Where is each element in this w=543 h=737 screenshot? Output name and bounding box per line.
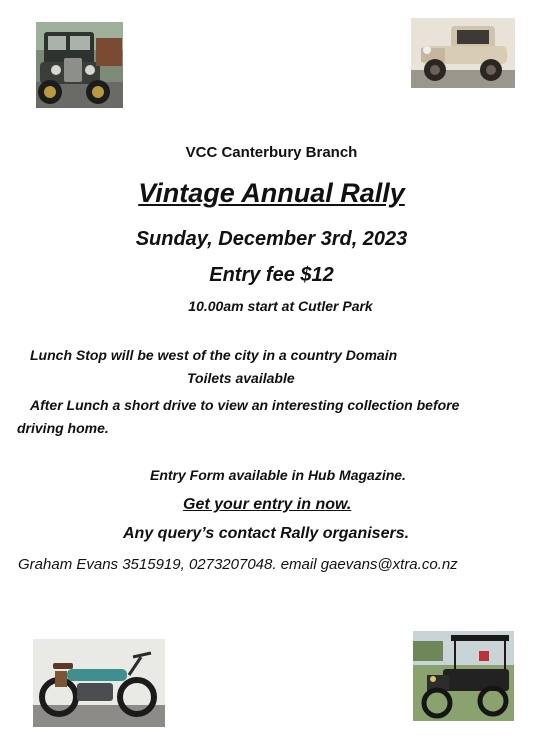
contact-details: Graham Evans 3515919, 0273207048. email gaevans@xtra.co.nz xyxy=(18,556,458,573)
event-date: Sunday, December 3rd, 2023 xyxy=(135,228,408,250)
vintage-sedan-photo xyxy=(36,22,123,108)
event-title: Vintage Annual Rally xyxy=(138,178,405,208)
lunch-stop-text: Lunch Stop will be west of the city in a country Domain xyxy=(30,347,398,363)
vintage-motorcycle-photo xyxy=(33,639,165,727)
query-contact-text: Any query’s contact Rally organisers. xyxy=(123,525,410,542)
after-lunch-text-line2: driving home. xyxy=(17,420,109,436)
entry-fee: Entry fee $12 xyxy=(209,264,334,286)
vintage-coupe-photo xyxy=(411,18,515,88)
branch-name: VCC Canterbury Branch xyxy=(185,144,358,161)
toilets-text: Toilets available xyxy=(187,370,295,386)
get-entry-text: Get your entry in now. xyxy=(183,496,352,513)
model-t-ford-photo xyxy=(413,631,514,721)
start-time-location: 10.00am start at Cutler Park xyxy=(188,298,373,314)
after-lunch-text-line1: After Lunch a short drive to view an interesting collection before xyxy=(30,397,460,413)
entry-form-text: Entry Form available in Hub Magazine. xyxy=(150,467,406,483)
